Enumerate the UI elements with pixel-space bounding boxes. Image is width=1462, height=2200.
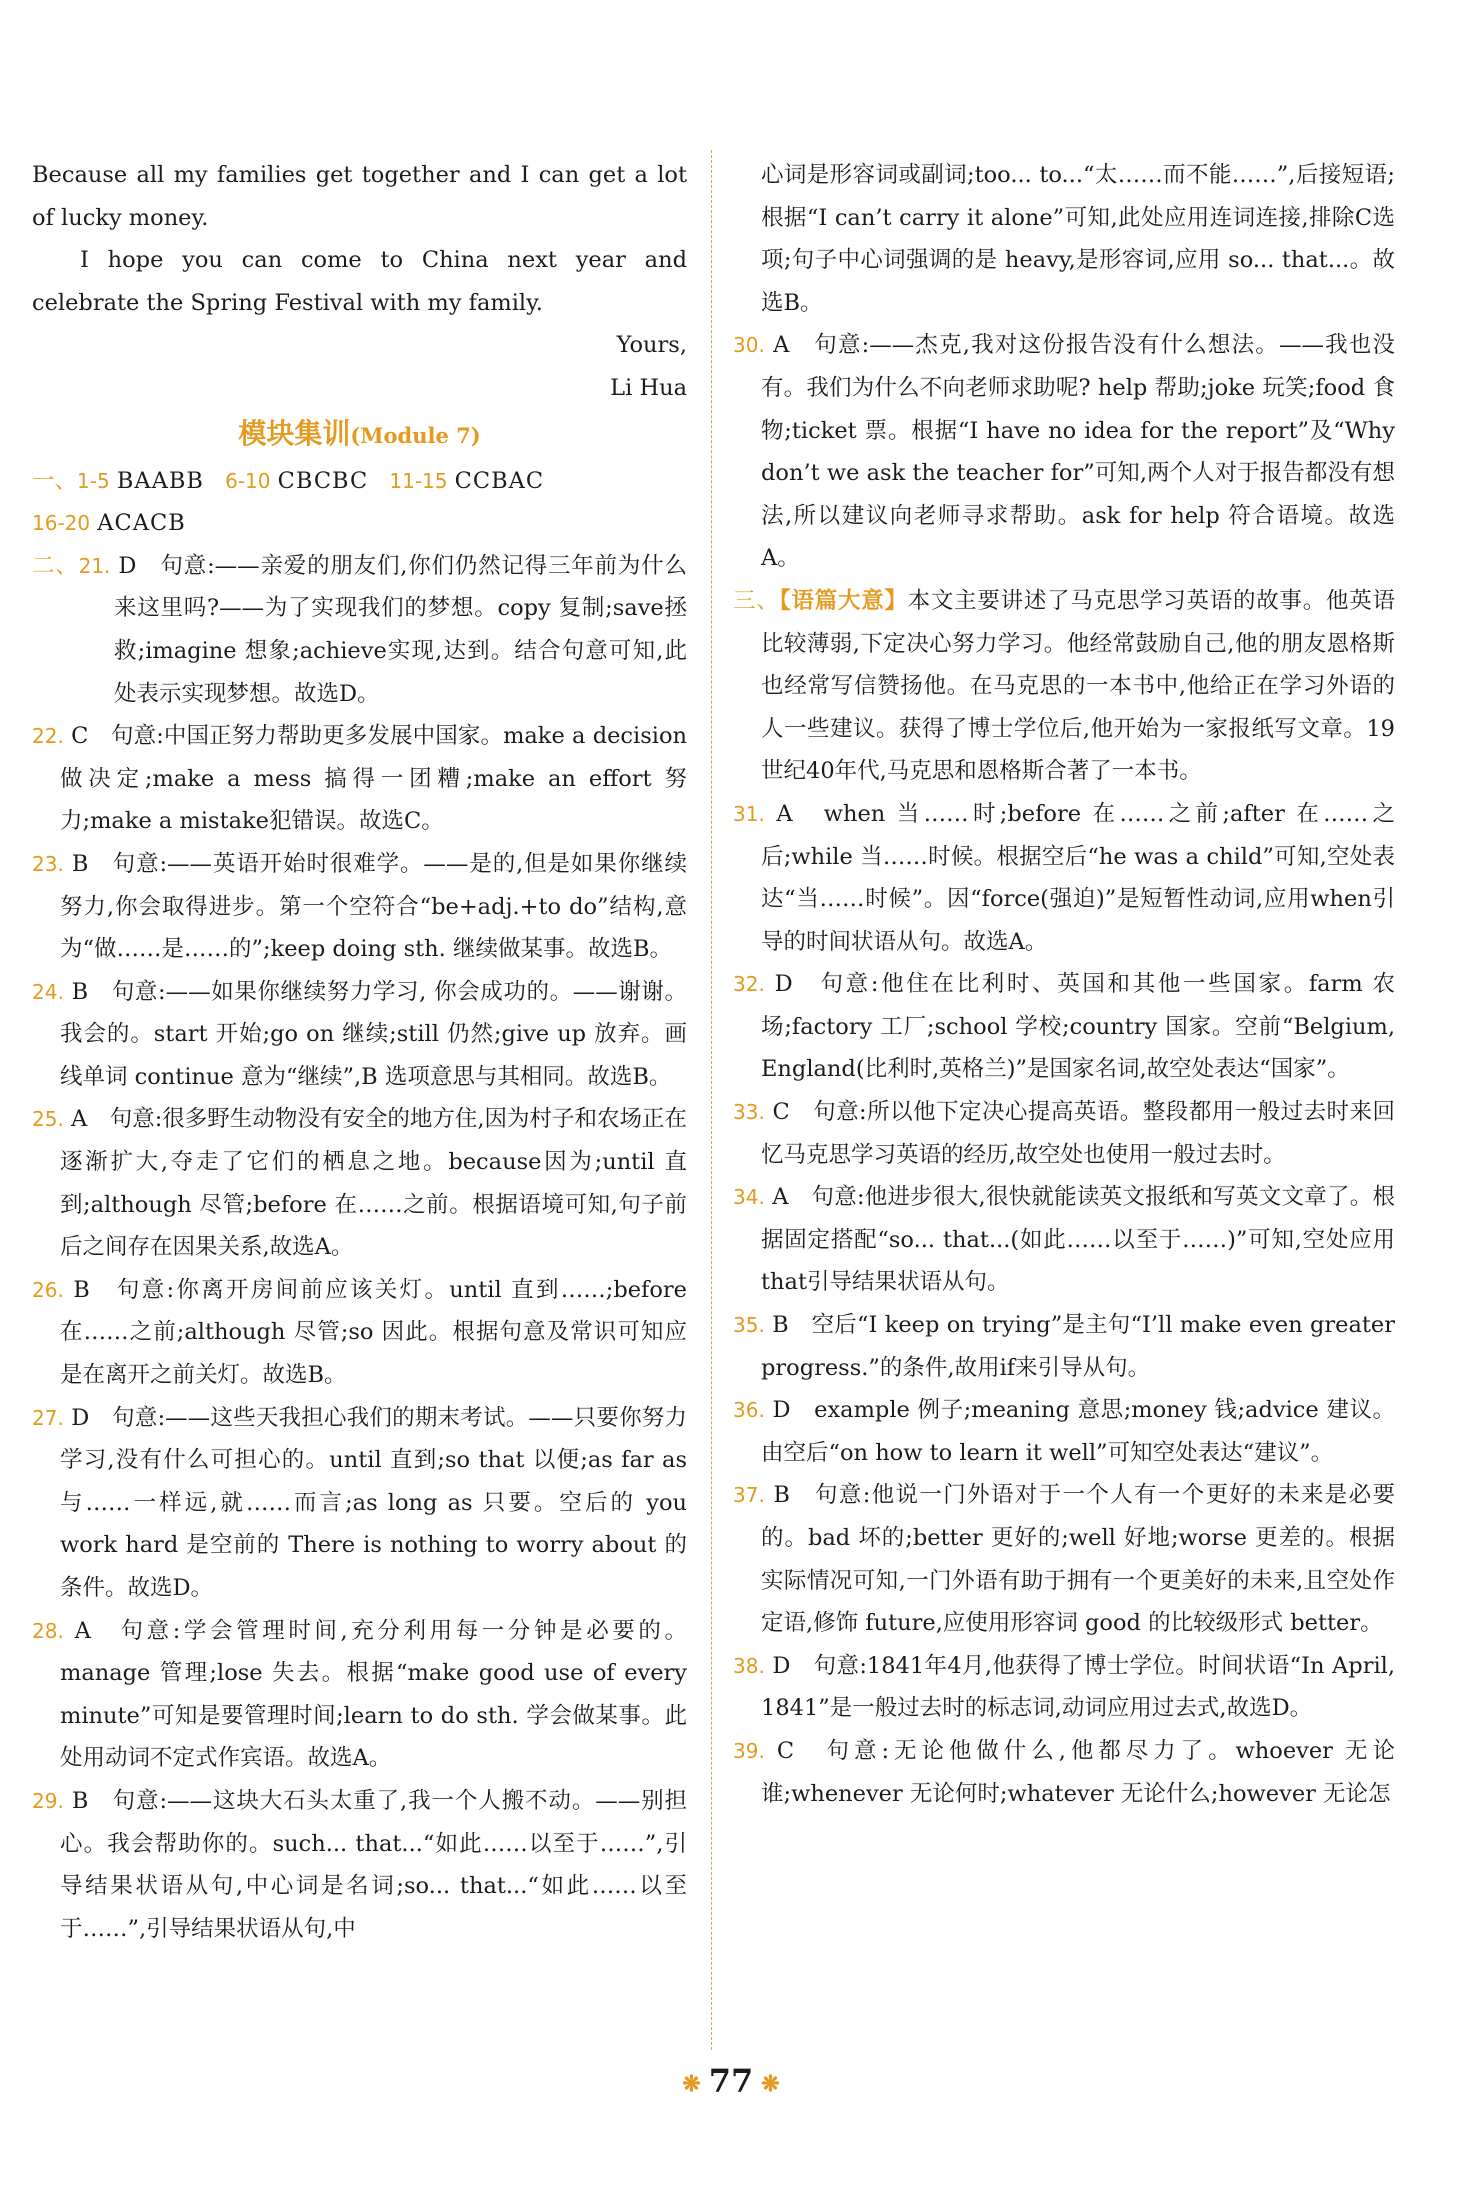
answer-item-25: [32, 1098, 687, 1268]
letter-signature: Li Hua: [610, 374, 687, 401]
answer-item-32: [733, 963, 1395, 1091]
item-number: 24.: [32, 979, 64, 1004]
column-divider: [711, 150, 712, 2050]
answer-item-35: [733, 1304, 1395, 1389]
answer-item-36: [733, 1389, 1395, 1474]
item-explanation: D 句意:他住在比利时、英国和其他一些国家。farm 农场;factory 工厂;school 学校;country 国家。空前“Belgium, England(比利时,英格兰)”是国家名词,故空处表达“国家”。: [761, 971, 1396, 1083]
answer-item-33: [733, 1091, 1395, 1176]
item-number: 29.: [32, 1788, 64, 1813]
item-number: 25.: [32, 1107, 64, 1132]
answer-item-37: [733, 1474, 1395, 1644]
item-number: 35.: [733, 1313, 765, 1338]
item-explanation: B 句意:你离开房间前应该关灯。until 直到……;before 在……之前;although 尽管;so 因此。根据句意及常识可知应是在离开之前关灯。故选B。: [60, 1276, 687, 1389]
section1-label: 一、: [32, 467, 78, 494]
answer-range: 16-20: [32, 511, 91, 536]
answer-range: 11-15: [389, 468, 448, 493]
item-number: 36.: [733, 1398, 765, 1423]
item-number: 23.: [32, 851, 64, 876]
answer-item-39: [733, 1730, 1395, 1815]
item-explanation: D 句意:——亲爱的朋友们,你们仍然记得三年前为什么来这里吗?——为了实现我们的梦想。copy 复制;save拯救;imagine 想象;achieve实现,达到。结合句意可知,此处表示实现梦想。故选D。: [114, 552, 687, 707]
answer-key: CCBAC: [454, 467, 545, 494]
answer-key: BAABB: [116, 467, 204, 494]
item-number: 34.: [733, 1185, 765, 1210]
item-explanation: A 句意:他进步很大,很快就能读英文报纸和写英文文章了。根据固定搭配“so... that...(如此……以至于……)”可知,空处应用that引导结果状语从句。: [761, 1184, 1396, 1296]
item-explanation: C 句意:无论他做什么,他都尽力了。whoever 无论谁;whenever 无论何时;whatever 无论什么;however 无论怎: [761, 1737, 1395, 1807]
summary-text: 本文主要讲述了马克思学习英语的故事。他英语比较薄弱,下定决心努力学习。他经常鼓励自己,他的朋友恩格斯也经常写信赞扬他。在马克思的一本书中,他给正在学习外语的人一些建议。获得了博士学位后,他开始为一家报纸写文章。19世纪40年代,马克思和恩格斯合著了一本书。: [761, 587, 1395, 785]
answer-key: ACACB: [97, 510, 186, 537]
answer-item-26: [32, 1269, 687, 1397]
item-29-continued: 心词是形容词或副词;too... to...“太……而不能……”,后接短语;根据“I can’t carry it alone”可知,此处应用连词连接,排除C选项;句子中心词强调的是 heavy,是形容词,应用 so... that...。故选B。: [761, 162, 1395, 316]
answer-item-28: [32, 1610, 687, 1780]
answer-item-23: [32, 843, 687, 971]
answer-item-22: [32, 715, 687, 843]
item-explanation: B 句意:他说一门外语对于一个人有一个更好的未来是必要的。bad 坏的;better 更好的;well 好地;worse 更差的。根据实际情况可知,一门外语有助于拥有一个更美好的未来,且空处作定语,修饰 future,应使用形容词 good 的比较级形式 better。: [761, 1482, 1396, 1637]
item-number: 22.: [32, 724, 64, 749]
left-column: [32, 154, 687, 1950]
flower-ornament-icon: ❋: [682, 2070, 701, 2097]
right-column: [733, 154, 1395, 1815]
section2-label: 二、: [32, 552, 79, 579]
item-number: 39.: [733, 1738, 765, 1763]
section3-label: 三、: [733, 587, 780, 614]
item-number: 32.: [733, 972, 765, 997]
answer-item-38: [733, 1645, 1395, 1730]
module-title: [32, 410, 687, 460]
letter-paragraph-1: Because all my families get together and I can get a lot of lucky money.: [32, 162, 687, 231]
answer-item-30: [733, 324, 1395, 580]
answer-item-21: [32, 545, 687, 715]
item-explanation: B 句意:——英语开始时很难学。——是的,但是如果你继续努力,你会取得进步。第一个空符合“be+adj.+to do”结构,意为“做……是……的”;keep doing sth. 继续做某事。故选B。: [60, 850, 687, 963]
item-explanation: A 句意:——杰克,我对这份报告没有什么想法。——我也没有。我们为什么不向老师求助呢? help 帮助;joke 玩笑;food 食物;ticket 票。根据“I have no idea for the report”及“Why don’t we ask the teacher for”可知,两个人对于报告都没有想法,所以建议向老师寻求帮助。ask for help 符合语境。故选A。: [761, 332, 1396, 572]
section1-answers: [32, 460, 687, 503]
letter-closing: Yours,: [616, 332, 687, 359]
item-explanation: A 句意:很多野生动物没有安全的地方住,因为村子和农场正在逐渐扩大,夺走了它们的栖息之地。because因为;until 直到;although 尽管;before 在……之前。根据语境可知,句子前后之间存在因果关系,故选A。: [60, 1106, 687, 1261]
module-subtitle: (Module 7): [350, 422, 481, 448]
answer-item-29: [32, 1780, 687, 1950]
item-explanation: C 句意:所以他下定决心提高英语。整段都用一般过去时来回忆马克思学习英语的经历,故空处也使用一般过去时。: [761, 1099, 1395, 1168]
item-number: 31.: [733, 801, 765, 826]
item-explanation: A when 当……时;before 在……之前;after 在……之后;while 当……时候。根据空后“he was a child”可知,空处表达“当……时候”。因“force(强迫)”是短暂性动词,应用when引导的时间状语从句。故选A。: [761, 800, 1395, 955]
item-number: 21.: [78, 553, 111, 578]
answer-key: CBCBC: [277, 467, 369, 494]
letter-paragraph-2: I hope you can come to China next year and celebrate the Spring Festival with my family.: [32, 247, 687, 316]
answer-item-34: [733, 1176, 1395, 1304]
answer-item-24: [32, 971, 687, 1099]
item-explanation: B 句意:——如果你继续努力学习, 你会成功的。——谢谢。我会的。start 开始;go on 继续;still 仍然;give up 放弃。画线单词 continue 意为“继续”,B 选项意思与其相同。故选B。: [60, 978, 688, 1090]
item-explanation: C 句意:中国正努力帮助更多发展中国家。make a decision 做决定;make a mess 搞得一团糟;make an effort 努力;make a mistake犯错误。故选C。: [60, 723, 687, 835]
item-number: 30.: [733, 333, 765, 358]
item-number: 38.: [733, 1653, 765, 1678]
module-title-text: 模块集训: [238, 416, 351, 450]
item-number: 28.: [32, 1618, 64, 1643]
answer-item-27: [32, 1397, 687, 1610]
page-number: 77: [708, 2062, 754, 2100]
item-explanation: A 句意:学会管理时间,充分利用每一分钟是必要的。manage 管理;lose 失去。根据“make good use of every minute”可知是要管理时间;learn to do sth. 学会做某事。此处用动词不定式作宾语。故选A。: [60, 1617, 688, 1772]
item-explanation: B 句意:——这块大石头太重了,我一个人搬不动。——别担心。我会帮助你的。such... that...“如此……以至于……”,引导结果状语从句,中心词是名词;so... that...“如此……以至于……”,引导结果状语从句,中: [60, 1787, 687, 1942]
item-number: 33.: [733, 1100, 765, 1125]
answer-range: 6-10: [225, 468, 271, 493]
item-explanation: B 空后“I keep on trying”是主句“I’ll make even greater progress.”的条件,故用if来引导从句。: [761, 1312, 1395, 1381]
item-number: 27.: [32, 1405, 64, 1430]
item-explanation: D 句意:1841年4月,他获得了博士学位。时间状语“In April, 1841”是一般过去时的标志词,动词应用过去式,故选D。: [761, 1652, 1395, 1722]
section3-summary: [733, 580, 1395, 793]
answer-range: 1-5: [77, 468, 110, 493]
item-explanation: D 句意:——这些天我担心我们的期末考试。——只要你努力学习,没有什么可担心的。until 直到;so that 以便;as far as 与……一样远,就……而言;as long as 只要。空后的 you work hard 是空前的 There is nothing to worry about 的条件。故选D。: [60, 1404, 687, 1601]
item-number: 37.: [733, 1483, 765, 1508]
page-footer: [0, 2062, 1462, 2100]
item-explanation: D example 例子;meaning 意思;money 钱;advice 建议。由空后“on how to learn it well”可知空处表达“建议”。: [761, 1397, 1396, 1466]
flower-ornament-icon: ❋: [761, 2070, 780, 2097]
summary-bracket-label: 【语篇大意】: [779, 587, 908, 614]
section1-answers-row2: [32, 502, 687, 545]
item-number: 26.: [32, 1277, 64, 1302]
answer-item-31: [733, 793, 1395, 963]
